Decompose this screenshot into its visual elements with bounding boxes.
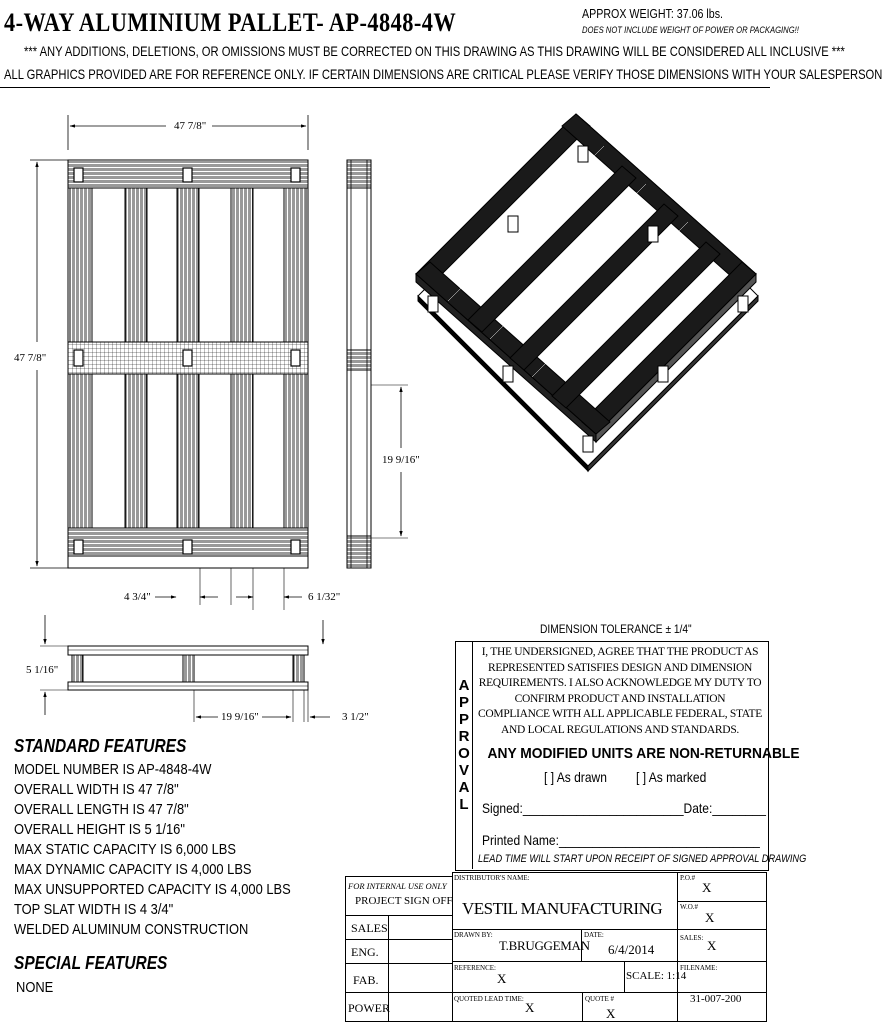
dim-gap: 6 1/32" xyxy=(308,591,341,603)
feature-item: MAX STATIC CAPACITY IS 6,000 LBS xyxy=(14,841,237,858)
quote-value: X xyxy=(606,1006,616,1021)
statement-line: AND LOCAL REGULATIONS AND STANDARDS. xyxy=(501,723,739,736)
feature-item: MAX DYNAMIC CAPACITY IS 4,000 LBS xyxy=(14,861,252,878)
statement-line: REQUIREMENTS. I ALSO ACKNOWLEDGE MY DUTY TO xyxy=(478,677,762,689)
approval-letter: L xyxy=(459,796,469,813)
signoff-power-initials[interactable] xyxy=(388,992,453,1022)
approx-weight: APPROX WEIGHT: 37.06 lbs. xyxy=(582,6,724,21)
statement-line: I, THE UNDERSIGNED, AGREE THAT THE PRODUCT AS xyxy=(481,646,759,658)
dimension-tolerance: DIMENSION TOLERANCE ± 1/4" xyxy=(540,622,692,636)
signed-date-field[interactable]: Signed:________________________Date:________ xyxy=(482,800,766,816)
sales-label: SALES: xyxy=(680,934,704,942)
signoff-sales-initials[interactable] xyxy=(388,915,453,940)
po-label: P.O.# xyxy=(680,874,696,882)
signoff-sales-label: SALES xyxy=(351,921,388,935)
slat-dimensions xyxy=(155,568,302,610)
filename-value: 31-007-200 xyxy=(690,993,742,1005)
reference-value: X xyxy=(497,971,507,986)
distributor-name: VESTIL MANUFACTURING xyxy=(462,899,663,918)
printed-name-field[interactable]: Printed Name:______________________________ xyxy=(482,832,760,848)
quote-label: QUOTE # xyxy=(585,995,614,1003)
dim-top-width: 47 7/8" xyxy=(174,120,207,132)
wo-value: X xyxy=(705,910,715,925)
approval-letter: A xyxy=(458,677,470,694)
signoff-fab-initials[interactable] xyxy=(388,963,453,993)
approval-letter: R xyxy=(458,728,470,745)
statement-line: CONFIRM PRODUCT AND INSTALLATION xyxy=(514,692,726,705)
drawn-by-value: T.BRUGGEMAN xyxy=(499,938,590,953)
drawn-by-label: DRAWN BY: xyxy=(454,931,493,939)
pallet-front-view xyxy=(40,615,330,722)
scale-value: SCALE: 1:14 xyxy=(626,970,687,982)
po-value: X xyxy=(702,880,712,895)
date-label: DATE: xyxy=(584,931,604,939)
pallet-top-view xyxy=(68,160,308,568)
distributor-label: DISTRIBUTOR'S NAME: xyxy=(454,874,530,882)
feature-item: OVERALL LENGTH IS 47 7/8" xyxy=(14,801,189,818)
drawing-title: 4-WAY ALUMINIUM PALLET- AP-4848-4W xyxy=(4,8,457,37)
standard-features-heading: STANDARD FEATURES xyxy=(14,736,187,756)
feature-item: MAX UNSUPPORTED CAPACITY IS 4,000 LBS xyxy=(14,881,291,898)
dim-side-height: 19 9/16" xyxy=(382,454,420,466)
dim-front-block: 3 1/2" xyxy=(342,711,369,723)
feature-item: TOP SLAT WIDTH IS 4 3/4" xyxy=(14,901,174,918)
dim-front-span: 19 9/16" xyxy=(221,711,259,723)
feature-item: WELDED ALUMINUM CONSTRUCTION xyxy=(14,921,249,938)
header-divider xyxy=(0,87,770,88)
pallet-side-view xyxy=(347,160,408,568)
pallet-isometric-view xyxy=(408,96,768,466)
quoted-lead-label: QUOTED LEAD TIME: xyxy=(454,995,524,1003)
filename-label: FILENAME: xyxy=(680,964,718,972)
approval-letter: A xyxy=(458,779,470,796)
approval-letter: O xyxy=(458,745,470,762)
as-drawn-checkbox[interactable]: [ ] As drawn xyxy=(544,769,607,785)
as-marked-checkbox[interactable]: [ ] As marked xyxy=(636,769,707,785)
sales-value: X xyxy=(707,938,717,953)
special-features-value: NONE xyxy=(16,979,54,996)
signoff-eng-label: ENG. xyxy=(351,945,379,959)
feature-item: OVERALL HEIGHT IS 5 1/16" xyxy=(14,821,185,838)
reference-label: REFERENCE: xyxy=(454,964,497,972)
feature-item: MODEL NUMBER IS AP-4848-4W xyxy=(14,761,212,778)
approval-letter: P xyxy=(458,694,469,711)
approval-letter: P xyxy=(458,711,469,728)
date-value: 6/4/2014 xyxy=(608,942,655,957)
statement-line: COMPLIANCE WITH ALL APPLICABLE FEDERAL, STATE xyxy=(478,708,762,720)
dim-left-length: 47 7/8" xyxy=(14,352,47,364)
approval-letter: V xyxy=(458,762,469,779)
signoff-fab-label: FAB. xyxy=(353,973,379,987)
notice-line-2: ALL GRAPHICS PROVIDED ARE FOR REFERENCE ONLY. IF CERTAIN DIMENSIONS ARE CRITICAL PLEASE VERIFY THOSE DIMENSIONS WITH YOUR SALESPERSON xyxy=(4,66,882,82)
dim-slat-width: 4 3/4" xyxy=(124,591,151,603)
statement-line: REPRESENTED SATISFIES DESIGN AND DIMENSION xyxy=(487,661,753,674)
pallet-drawings xyxy=(0,100,460,720)
quoted-lead-value: X xyxy=(525,1000,535,1015)
approval-statement xyxy=(476,645,764,738)
signoff-power-label: POWER xyxy=(348,1001,390,1015)
left-length-dimension xyxy=(30,160,68,568)
wo-label: W.O.# xyxy=(680,903,699,911)
lead-time-note: LEAD TIME WILL START UPON RECEIPT OF SIGNED APPROVAL DRAWING xyxy=(478,853,807,865)
notice-line-1: *** ANY ADDITIONS, DELETIONS, OR OMISSIONS MUST BE CORRECTED ON THIS DRAWING AS THIS DRAWING WILL BE CONSIDERED ALL INCLUSIVE *** xyxy=(24,43,845,59)
project-signoff-label: PROJECT SIGN OFF xyxy=(355,895,453,907)
signoff-eng-initials[interactable] xyxy=(388,939,453,964)
non-returnable-notice: ANY MODIFIED UNITS ARE NON-RETURNABLE xyxy=(487,745,800,762)
internal-use-label: FOR INTERNAL USE ONLY xyxy=(348,881,447,891)
special-features-heading: SPECIAL FEATURES xyxy=(14,953,168,973)
weight-note: DOES NOT INCLUDE WEIGHT OF POWER OR PACKAGING!! xyxy=(582,25,799,35)
feature-item: OVERALL WIDTH IS 47 7/8" xyxy=(14,781,179,798)
dim-overall-height: 5 1/16" xyxy=(26,664,59,676)
